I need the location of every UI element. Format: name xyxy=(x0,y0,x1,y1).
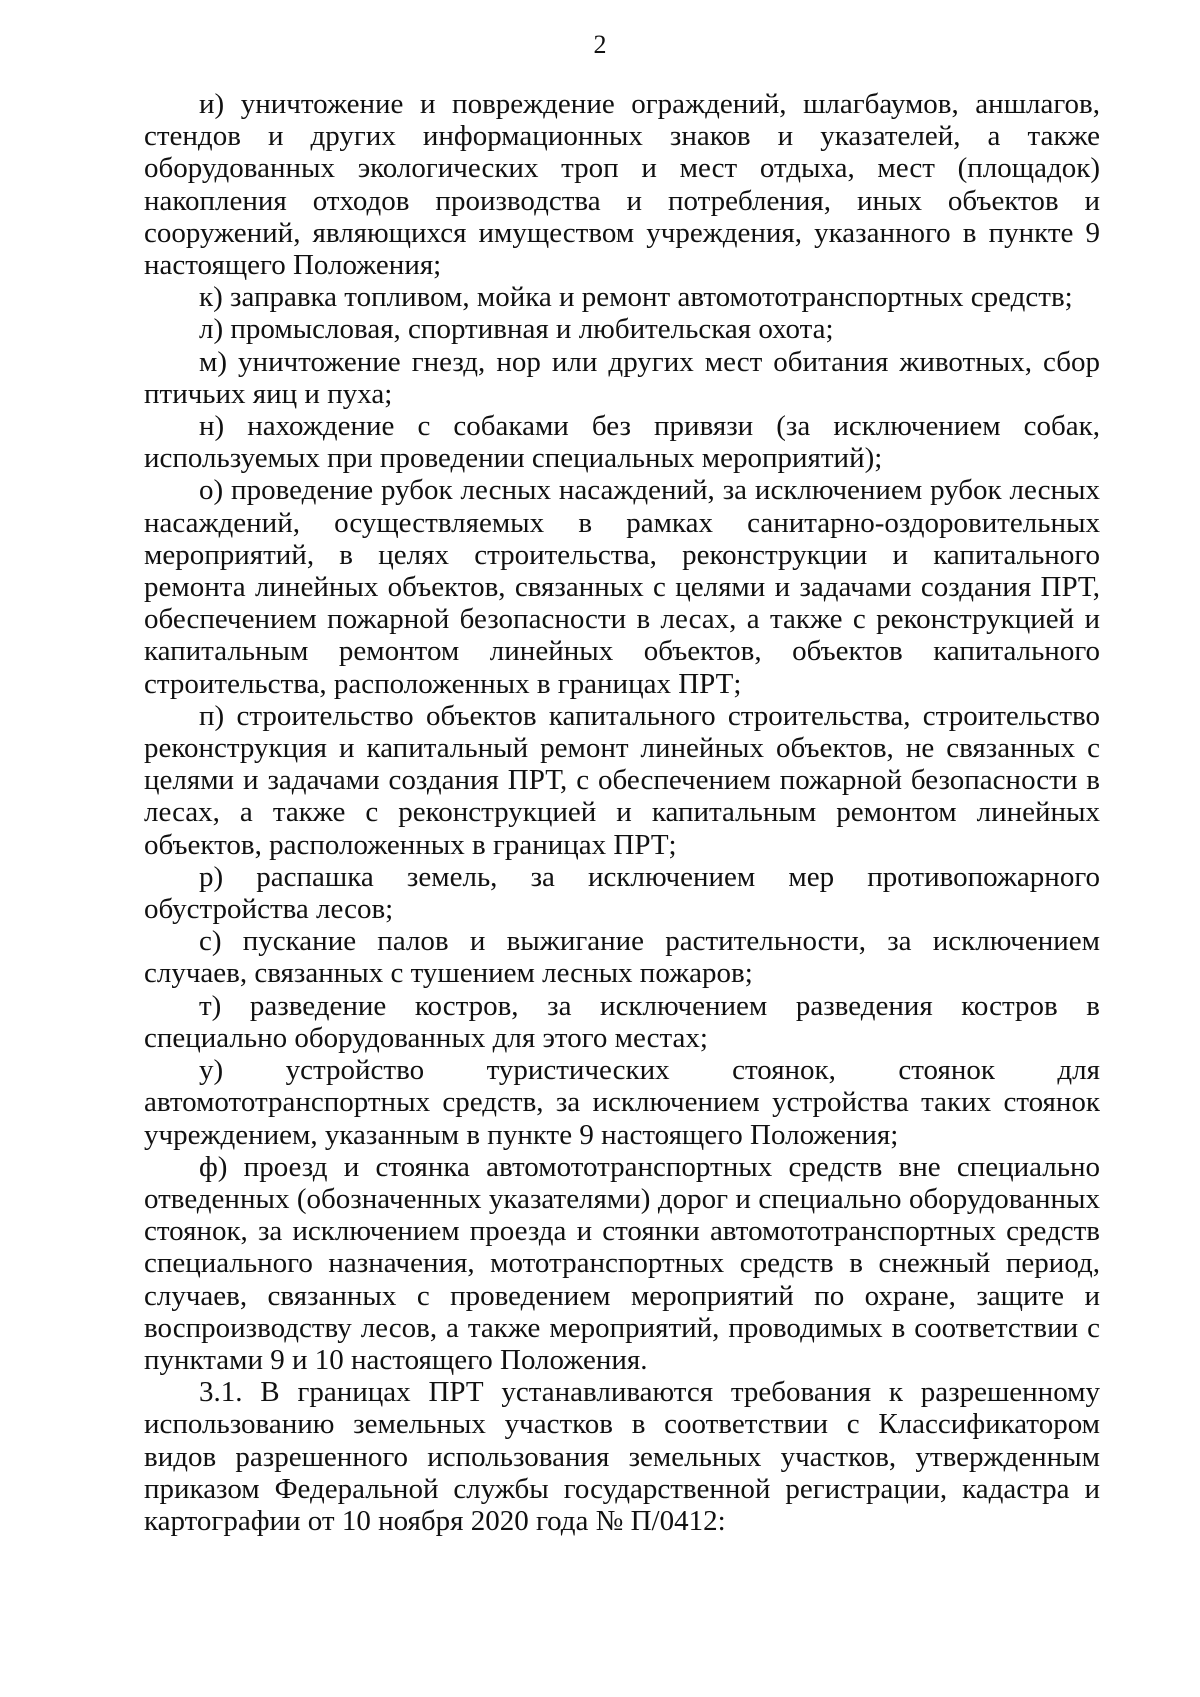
page-number: 2 xyxy=(593,30,607,59)
paragraph-3-1: 3.1. В границах ПРТ устанавливаются требования к разрешенному использованию земельных участков в соответствии с Классификатором видов разрешенного использования земельных участков, утвержденным приказом Федеральной службы государственной регистрации, кадастра и картографии от 10 ноября 2020 года № П/0412: xyxy=(144,1376,1100,1537)
paragraph-s: с) пускание палов и выжигание растительности, за исключением случаев, связанных с тушением лесных пожаров; xyxy=(144,925,1100,990)
paragraph-f: ф) проезд и стоянка автомототранспортных средств вне специально отведенных (обозначенных указателями) дорог и специально оборудованных стоянок, за исключением проезда и стоянки автомототранспортных средств специального назначения, мототранспортных средств в снежный период, случаев, связанных с проведением мероприятий по охране, защите и воспроизводству лесов, а также мероприятий, проводимых в соответствии с пунктами 9 и 10 настоящего Положения. xyxy=(144,1150,1100,1376)
paragraph-n: н) нахождение с собаками без привязи (за исключением собак, используемых при проведении специальных мероприятий); xyxy=(144,410,1100,475)
paragraph-k: к) заправка топливом, мойка и ремонт автомототранспортных средств; xyxy=(199,281,1073,314)
paragraph-p: п) строительство объектов капитального строительства, строительство реконструкция и капитальный ремонт линейных объектов, не связанных с целями и задачами создания ПРТ, с обеспечением пожарной безопасности в лесах, а также с реконструкцией и капитальным ремонтом линейных объектов, расположенных в границах ПРТ; xyxy=(144,699,1100,861)
paragraph-l: л) промысловая, спортивная и любительская охота; xyxy=(199,313,834,346)
document-body xyxy=(144,88,1100,1537)
paragraph-u: у) устройство туристических стоянок, стоянок для автомототранспортных средств, за исключением устройства таких стоянок учреждением, указанным в пункте 9 настоящего Положения; xyxy=(144,1054,1100,1151)
paragraph-m: м) уничтожение гнезд, нор или других мест обитания животных, сбор птичьих яиц и пуха; xyxy=(144,345,1100,410)
paragraph-t: т) разведение костров, за исключением разведения костров в специально оборудованных для этого местах; xyxy=(144,989,1100,1054)
paragraph-o: о) проведение рубок лесных насаждений, за исключением рубок лесных насаждений, осуществляемых в рамках санитарно-оздоровительных мероприятий, в целях строительства, реконструкции и капитального ремонта линейных объектов, связанных с целями и задачами создания ПРТ, обеспечением пожарной безопасности в лесах, а также с реконструкцией и капитальным ремонтом линейных объектов, объектов капитального строительства, расположенных в границах ПРТ; xyxy=(144,474,1100,700)
paragraph-r: р) распашка земель, за исключением мер противопожарного обустройства лесов; xyxy=(144,860,1100,926)
paragraph-i: и) уничтожение и повреждение ограждений, шлагбаумов, аншлагов, стендов и других информационных знаков и указателей, а также оборудованных экологических троп и мест отдыха, мест (площадок) накопления отходов производства и потребления, иных объектов и сооружений, являющихся имуществом учреждения, указанного в пункте 9 настоящего Положения; xyxy=(144,88,1100,282)
